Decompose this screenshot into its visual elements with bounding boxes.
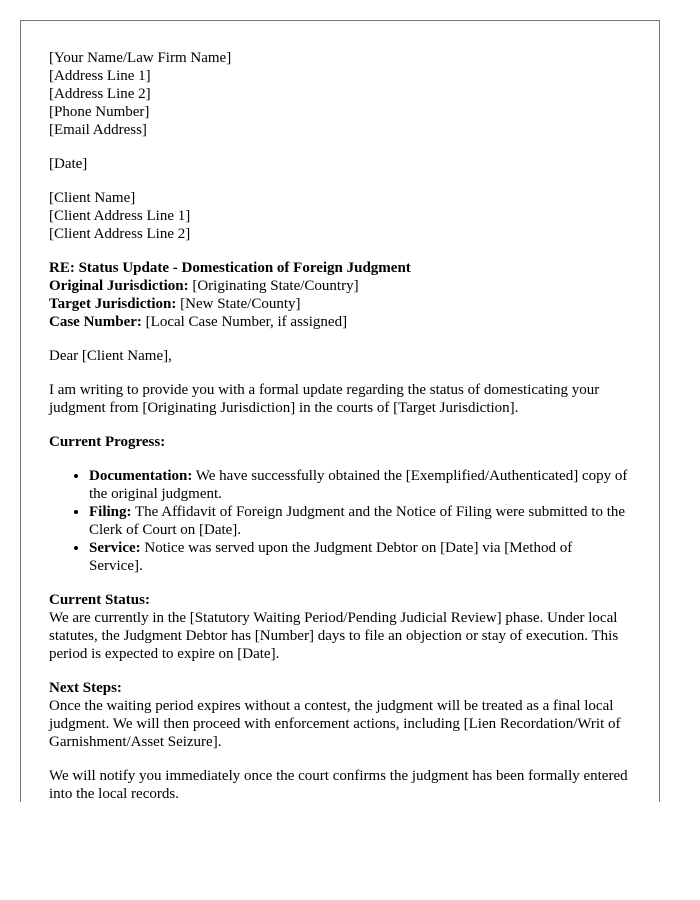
recipient-address-line-1: [Client Address Line 1] [49,208,191,224]
sender-phone: [Phone Number] [49,104,150,120]
letter-page [20,20,660,802]
recipient-block [49,189,629,243]
target-jurisdiction-label: Target Jurisdiction: [49,296,177,312]
target-jurisdiction-value: [New State/County] [176,296,301,312]
letter-body [49,49,629,802]
next-steps-heading: Next Steps: [49,680,122,696]
sender-name: [Your Name/Law Firm Name] [49,50,232,66]
original-jurisdiction-line [49,277,629,295]
progress-item-text: Notice was served upon the Judgment Debtor on [Date] via [Method of Service]. [89,540,573,574]
case-number-label: Case Number: [49,314,142,330]
sender-email: [Email Address] [49,122,147,138]
case-number-line [49,313,629,331]
subject-block [49,259,629,331]
progress-item-label: Service: [89,540,141,556]
intro-paragraph: I am writing to provide you with a formal update regarding the status of domesticating your judgment from [Originating Jurisdiction] in the courts of [Target Jurisdiction]. [49,382,600,416]
subject-re: RE: Status Update - Domestication of Foreign Judgment [49,260,411,276]
sender-address-line-1: [Address Line 1] [49,68,151,84]
progress-heading-text: Current Progress: [49,434,166,450]
next-steps-paragraph: Once the waiting period expires without a contest, the judgment will be treated as a final local judgment. We will then proceed with enforcement actions, including [Lien Recordation/Writ of Garnishment/Asset Seizure]. [49,698,621,750]
letter-date: [Date] [49,156,88,172]
target-jurisdiction-line [49,295,629,313]
list-item [89,539,629,575]
progress-item-label: Documentation: [89,468,193,484]
original-jurisdiction-label: Original Jurisdiction: [49,278,189,294]
closing-paragraph: We will notify you immediately once the court confirms the judgment has been formally entered into the local records. [49,768,628,802]
subject-line [49,259,629,277]
salutation: Dear [Client Name], [49,348,172,364]
sender-block [49,49,629,139]
status-section [49,591,629,663]
sender-address-line-2: [Address Line 2] [49,86,151,102]
recipient-address-line-2: [Client Address Line 2] [49,226,191,242]
progress-item-label: Filing: [89,504,132,520]
progress-heading [49,433,629,451]
progress-list [49,467,629,575]
original-jurisdiction-value: [Originating State/Country] [188,278,359,294]
recipient-name: [Client Name] [49,190,136,206]
next-steps-section [49,679,629,751]
status-heading: Current Status: [49,592,150,608]
list-item [89,467,629,503]
case-number-value: [Local Case Number, if assigned] [141,314,348,330]
date-block [49,155,629,173]
progress-item-text: The Affidavit of Foreign Judgment and the Notice of Filing were submitted to the Clerk of Court on [Date]. [89,504,626,538]
progress-item-text: We have successfully obtained the [Exemplified/Authenticated] copy of the original judgment. [89,468,628,502]
list-item [89,503,629,539]
status-paragraph: We are currently in the [Statutory Waiting Period/Pending Judicial Review] phase. Under local statutes, the Judgment Debtor has [Number] days to file an objection or stay of execution. This period is expected to expire on [Date]. [49,610,619,662]
